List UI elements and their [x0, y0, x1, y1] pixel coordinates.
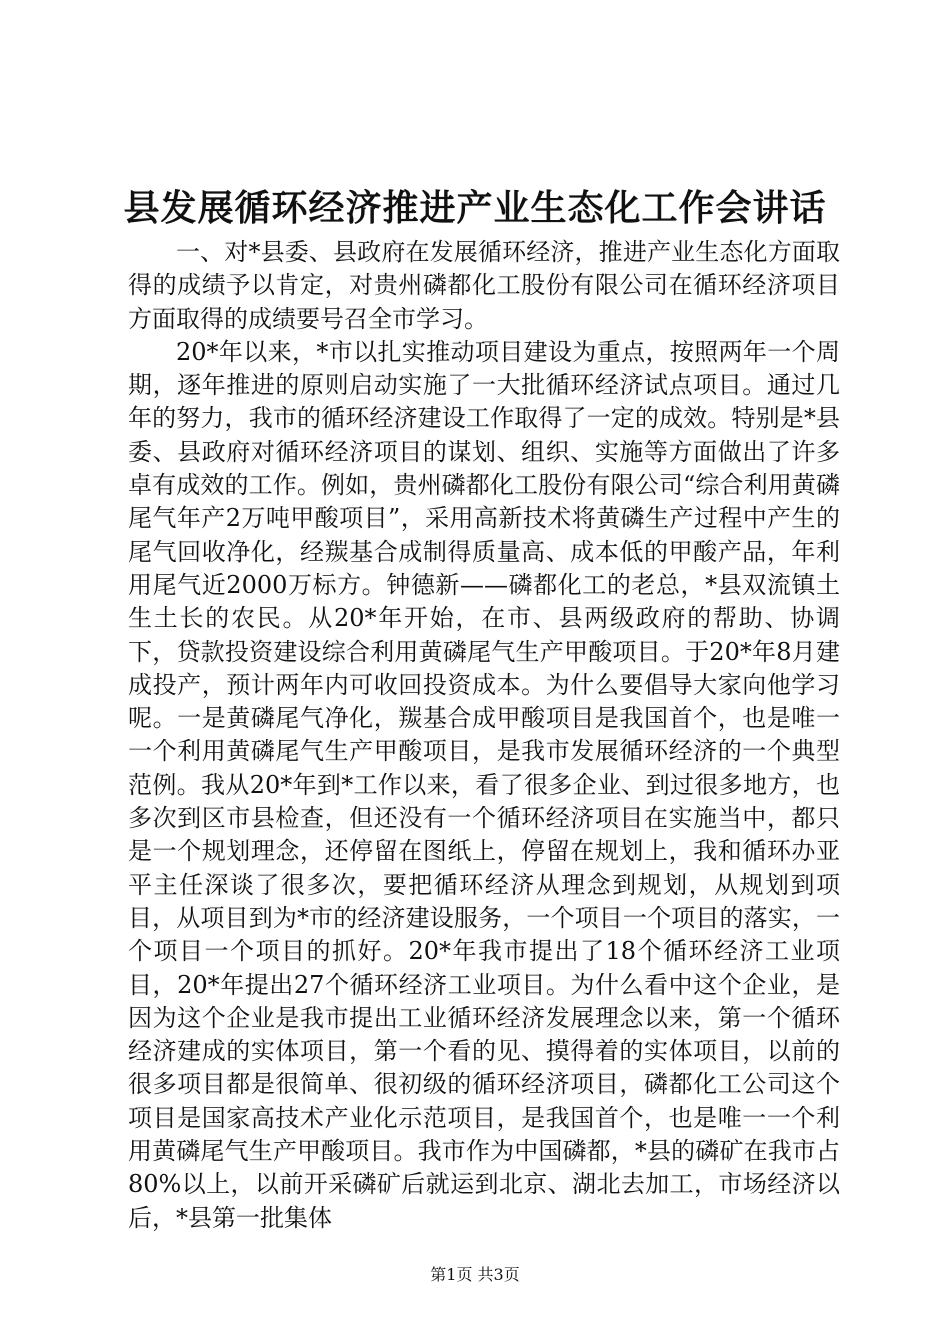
document-body: [128, 236, 840, 1235]
page-number-footer: 第1页 共3页: [430, 1265, 520, 1284]
document-title: 县发展循环经济推进产业生态化工作会讲话: [123, 187, 827, 229]
paragraph-2: 20*年以来，*市以扎实推动项目建设为重点，按照两年一个周期，逐年推进的原则启动实施了一大批循环经济试点项目。通过几年的努力，我市的循环经济建设工作取得了一定的成效。特别是*县委、县政府对循环经济项目的谋划、组织、实施等方面做出了许多卓有成效的工作。例如，贵州磷都化工股份有限公司“综合利用黄磷尾气年产2万吨甲酸项目”，采用高新技术将黄磷生产过程中产生的尾气回收净化，经羰基合成制得质量高、成本低的甲酸产品，年利用尾气近2000万标方。钟德新——磷都化工的老总，*县双流镇土生土长的农民。从20*年开始，在市、县两级政府的帮助、协调下，贷款投资建设综合利用黄磷尾气生产甲酸项目。于20*年8月建成投产，预计两年内可收回投资成本。为什么要倡导大家向他学习呢。一是黄磷尾气净化，羰基合成甲酸项目是我国首个，也是唯一一个利用黄磷尾气生产甲酸项目，是我市发展循环经济的一个典型范例。我从20*年到*工作以来，看了很多企业、到过很多地方，也多次到区市县检查，但还没有一个循环经济项目在实施当中，都只是一个规划理念，还停留在图纸上，停留在规划上，我和循环办亚平主任深谈了很多次，要把循环经济从理念到规划，从规划到项目，从项目到为*市的经济建设服务，一个项目一个项目的落实，一个项目一个项目的抓好。20*年我市提出了18个循环经济工业项目，20*年提出27个循环经济工业项目。为什么看中这个企业，是因为这个企业是我市提出工业循环经济发展理念以来，第一个循环经济建成的实体项目，第一个看的见、摸得着的实体项目，以前的很多项目都是很简单、很初级的循环经济项目，磷都化工公司这个项目是国家高技术产业化示范项目，是我国首个，也是唯一一个利用黄磷尾气生产甲酸项目。我市作为中国磷都，*县的磷矿在我市占80%以上，以前开采磷矿后就运到北京、湖北去加工，市场经济以后，*县第一批集体: [128, 337, 840, 1232]
paragraph-1: 一、对*县委、县政府在发展循环经济，推进产业生态化方面取得的成绩予以肯定，对贵州磷都化工股份有限公司在循环经济项目方面取得的成绩要号召全市学习。: [128, 238, 840, 333]
